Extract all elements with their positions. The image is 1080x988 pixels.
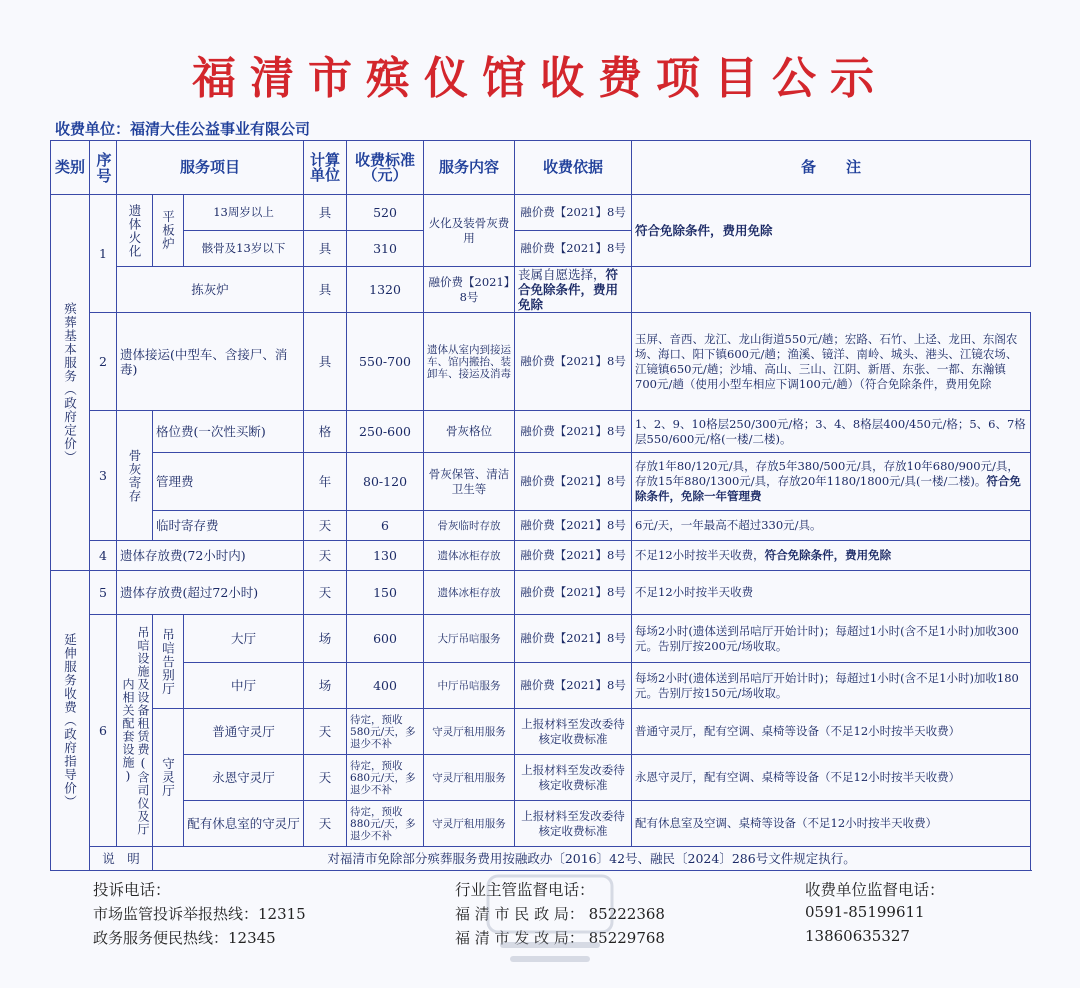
basis-cell: 融价费【2021】8号	[515, 195, 632, 231]
remark-cell: 不足12小时按半天收费，符合免除条件，费用免除	[632, 541, 1031, 571]
unit-cell: 天	[304, 511, 347, 541]
header-content: 服务内容	[424, 141, 515, 195]
category-extended: 延伸服务收费（政府指导价）	[51, 571, 90, 871]
item-cell: 遗体存放费(超过72小时)	[117, 571, 304, 615]
unit-cell: 天	[304, 571, 347, 615]
remark-cell: 丧属自愿选择，符合免除条件，费用免除	[515, 267, 632, 313]
item-cell: 大厅	[184, 615, 304, 663]
table-row	[51, 313, 1031, 411]
item-cell: 骸骨及13岁以下	[184, 231, 304, 267]
basis-cell: 融价费【2021】8号	[515, 453, 632, 511]
sub-vigil-hall: 守灵厅	[153, 709, 184, 847]
remark-cell: 不足12小时按半天收费	[632, 571, 1031, 615]
item-cell: 遗体接运(中型车、含接尸、消毒)	[117, 313, 304, 411]
remark-cell: 存放1年80/120元/具，存放5年380/500元/具，存放10年680/900元/具，存放15年880/1300元/具，存放20年1180/1800元/具(一楼/二楼)。符合免除条件，免除一年管理费	[632, 453, 1031, 511]
basis-cell: 上报材料至发改委待核定收费标准	[515, 709, 632, 755]
note-row	[51, 847, 1031, 871]
table-row	[51, 195, 1031, 231]
unit-cell: 天	[304, 541, 347, 571]
header-basis: 收费依据	[515, 141, 632, 195]
table-header-row	[51, 141, 1031, 195]
group-cremation: 遗体火化	[117, 195, 153, 267]
header-price: 收费标准（元）	[347, 141, 424, 195]
table-row	[51, 571, 1031, 615]
unit-cell: 具	[304, 195, 347, 231]
supervisor-line-2: 福 清 市 发 改 局： 85229768	[455, 929, 665, 947]
remark-cell: 玉屏、音西、龙江、龙山街道550元/趟；宏路、石竹、上迳、龙田、东阁农场、海口、阳下镇600元/趟；渔溪、镜洋、南岭、城头、港头、江镜农场、江镜镇650元/趟；沙埔、高山、三山、江阴、新厝、东张、一都、东瀚镇700元/趟（使用小型车相应下调100元/趟）（符合免除条件，费用免除	[632, 313, 1031, 411]
unit-cell: 格	[304, 411, 347, 453]
complaint-line-2: 政务服务便民热线：12345	[93, 929, 276, 947]
basis-cell: 融价费【2021】8号	[515, 231, 632, 267]
table-row	[51, 411, 1031, 453]
note-label: 说 明	[90, 847, 153, 871]
complaint-title: 投诉电话：	[93, 881, 171, 899]
unit-cell: 年	[304, 453, 347, 511]
item-cell: 中厅	[184, 663, 304, 709]
unit-cell: 天	[304, 709, 347, 755]
table-row	[51, 267, 1031, 313]
header-item: 服务项目	[117, 141, 304, 195]
basis-cell: 融价费【2021】8号	[515, 615, 632, 663]
content-cell: 大厅吊唁服务	[424, 615, 515, 663]
basis-cell: 融价费【2021】8号	[424, 267, 515, 313]
price-cell: 400	[347, 663, 424, 709]
table-row	[51, 453, 1031, 511]
category-basic: 殡葬基本服务（政府定价）	[51, 195, 90, 571]
item-cell: 普通守灵厅	[184, 709, 304, 755]
content-cell: 守灵厅租用服务	[424, 709, 515, 755]
price-cell: 250-600	[347, 411, 424, 453]
unit-cell: 具	[304, 267, 347, 313]
page-title: 福清市殡仪馆收费项目公示	[192, 53, 888, 104]
table-row	[51, 801, 1031, 847]
content-cell: 中厅吊唁服务	[424, 663, 515, 709]
price-cell: 310	[347, 231, 424, 267]
basis-cell: 融价费【2021】8号	[515, 541, 632, 571]
unit-supervision-title: 收费单位监督电话：	[805, 881, 945, 899]
content-cell: 守灵厅租用服务	[424, 755, 515, 801]
unit-cell: 天	[304, 801, 347, 847]
basis-cell: 融价费【2021】8号	[515, 571, 632, 615]
group-mourning-facilities: 吊唁设施及设备租赁费(含司仪及厅内相关配套设施)	[117, 615, 153, 847]
basis-cell: 融价费【2021】8号	[515, 313, 632, 411]
price-cell: 520	[347, 195, 424, 231]
seq-cell: 3	[90, 411, 117, 541]
seq-cell: 1	[90, 195, 117, 313]
remark-cell: 每场2小时(遗体送到吊唁厅开始计时)；每超过1小时(含不足1小时)加收300元。告别厅按200元/场收取。	[632, 615, 1031, 663]
unit-cell: 场	[304, 615, 347, 663]
content-cell: 遗体冰柜存放	[424, 541, 515, 571]
unit-supervision-line-2: 13860635327	[805, 927, 910, 945]
price-cell: 150	[347, 571, 424, 615]
item-cell: 13周岁以上	[184, 195, 304, 231]
item-cell: 管理费	[153, 453, 304, 511]
seq-cell: 2	[90, 313, 117, 411]
supervisor-line-1: 福 清 市 民 政 局： 85222368	[455, 905, 665, 923]
price-cell: 600	[347, 615, 424, 663]
price-cell: 待定，预收680元/天，多退少不补	[347, 755, 424, 801]
item-cell: 临时寄存费	[153, 511, 304, 541]
basis-cell: 上报材料至发改委待核定收费标准	[515, 755, 632, 801]
unit-supervision-line-1: 0591-85199611	[805, 903, 925, 921]
content-cell: 骨灰格位	[424, 411, 515, 453]
price-cell: 550-700	[347, 313, 424, 411]
remark-cell: 普通守灵厅，配有空调、桌椅等设备（不足12小时按半天收费）	[632, 709, 1031, 755]
content-cell: 骨灰保管、清洁卫生等	[424, 453, 515, 511]
table-row	[51, 755, 1031, 801]
basis-cell: 融价费【2021】8号	[515, 411, 632, 453]
remark-cell: 永恩守灵厅，配有空调、桌椅等设备（不足12小时按半天收费）	[632, 755, 1031, 801]
remark-cell: 1、2、9、10格层250/300元/格；3、4、8格层400/450元/格；5、6、7格层550/600元/格(一楼/二楼)。	[632, 411, 1031, 453]
unit-cell: 场	[304, 663, 347, 709]
table-row	[51, 709, 1031, 755]
basis-cell: 上报材料至发改委待核定收费标准	[515, 801, 632, 847]
table-row	[51, 663, 1031, 709]
remark-cell: 6元/天，一年最高不超过330元/具。	[632, 511, 1031, 541]
basis-cell: 融价费【2021】8号	[515, 511, 632, 541]
unit-cell: 具	[304, 313, 347, 411]
table-row	[51, 541, 1031, 571]
price-cell: 6	[347, 511, 424, 541]
header-category: 类别	[51, 141, 90, 195]
fee-table	[50, 140, 1031, 871]
seq-cell: 5	[90, 571, 117, 615]
unit-cell: 天	[304, 755, 347, 801]
price-cell: 130	[347, 541, 424, 571]
item-cell: 拣灰炉	[117, 267, 304, 313]
basis-cell: 融价费【2021】8号	[515, 663, 632, 709]
seq-cell: 4	[90, 541, 117, 571]
supervisor-title: 行业主管监督电话：	[455, 881, 595, 899]
content-cell: 遗体从室内到接运车、馆内搬抬、装卸车、接运及消毒	[424, 313, 515, 411]
seq-cell: 6	[90, 615, 117, 847]
sub-flat-furnace: 平板炉	[153, 195, 184, 267]
remark-cell: 每场2小时(遗体送到吊唁厅开始计时)；每超过1小时(含不足1小时)加收180元。告别厅按150元/场收取。	[632, 663, 1031, 709]
remark-cell: 配有休息室及空调、桌椅等设备（不足12小时按半天收费）	[632, 801, 1031, 847]
table-row	[51, 511, 1031, 541]
item-cell: 永恩守灵厅	[184, 755, 304, 801]
price-cell: 待定，预收580元/天，多退少不补	[347, 709, 424, 755]
price-cell: 待定，预收880元/天，多退少不补	[347, 801, 424, 847]
item-cell: 格位费(一次性买断)	[153, 411, 304, 453]
table-row	[51, 615, 1031, 663]
price-cell: 1320	[347, 267, 424, 313]
unit-cell: 具	[304, 231, 347, 267]
content-cell: 骨灰临时存放	[424, 511, 515, 541]
item-cell: 遗体存放费(72小时内)	[117, 541, 304, 571]
content-cell: 遗体冰柜存放	[424, 571, 515, 615]
content-cell: 守灵厅租用服务	[424, 801, 515, 847]
price-cell: 80-120	[347, 453, 424, 511]
content-cell: 火化及装骨灰费用	[424, 195, 515, 267]
complaint-line-1: 市场监管投诉举报热线：12315	[93, 905, 306, 923]
header-seq: 序号	[90, 141, 117, 195]
remark-cell: 符合免除条件，费用免除	[632, 195, 1031, 267]
fee-unit: 收费单位：福清大佳公益事业有限公司	[55, 120, 311, 138]
group-ash-storage: 骨灰寄存	[117, 411, 153, 541]
header-remark: 备 注	[632, 141, 1031, 195]
header-measure: 计算单位	[304, 141, 347, 195]
item-cell: 配有休息室的守灵厅	[184, 801, 304, 847]
note-text: 对福清市免除部分殡葬服务费用按融政办〔2016〕42号、融民〔2024〕286号文件规定执行。	[153, 847, 1031, 871]
sub-farewell-hall: 吊唁告别厅	[153, 615, 184, 709]
